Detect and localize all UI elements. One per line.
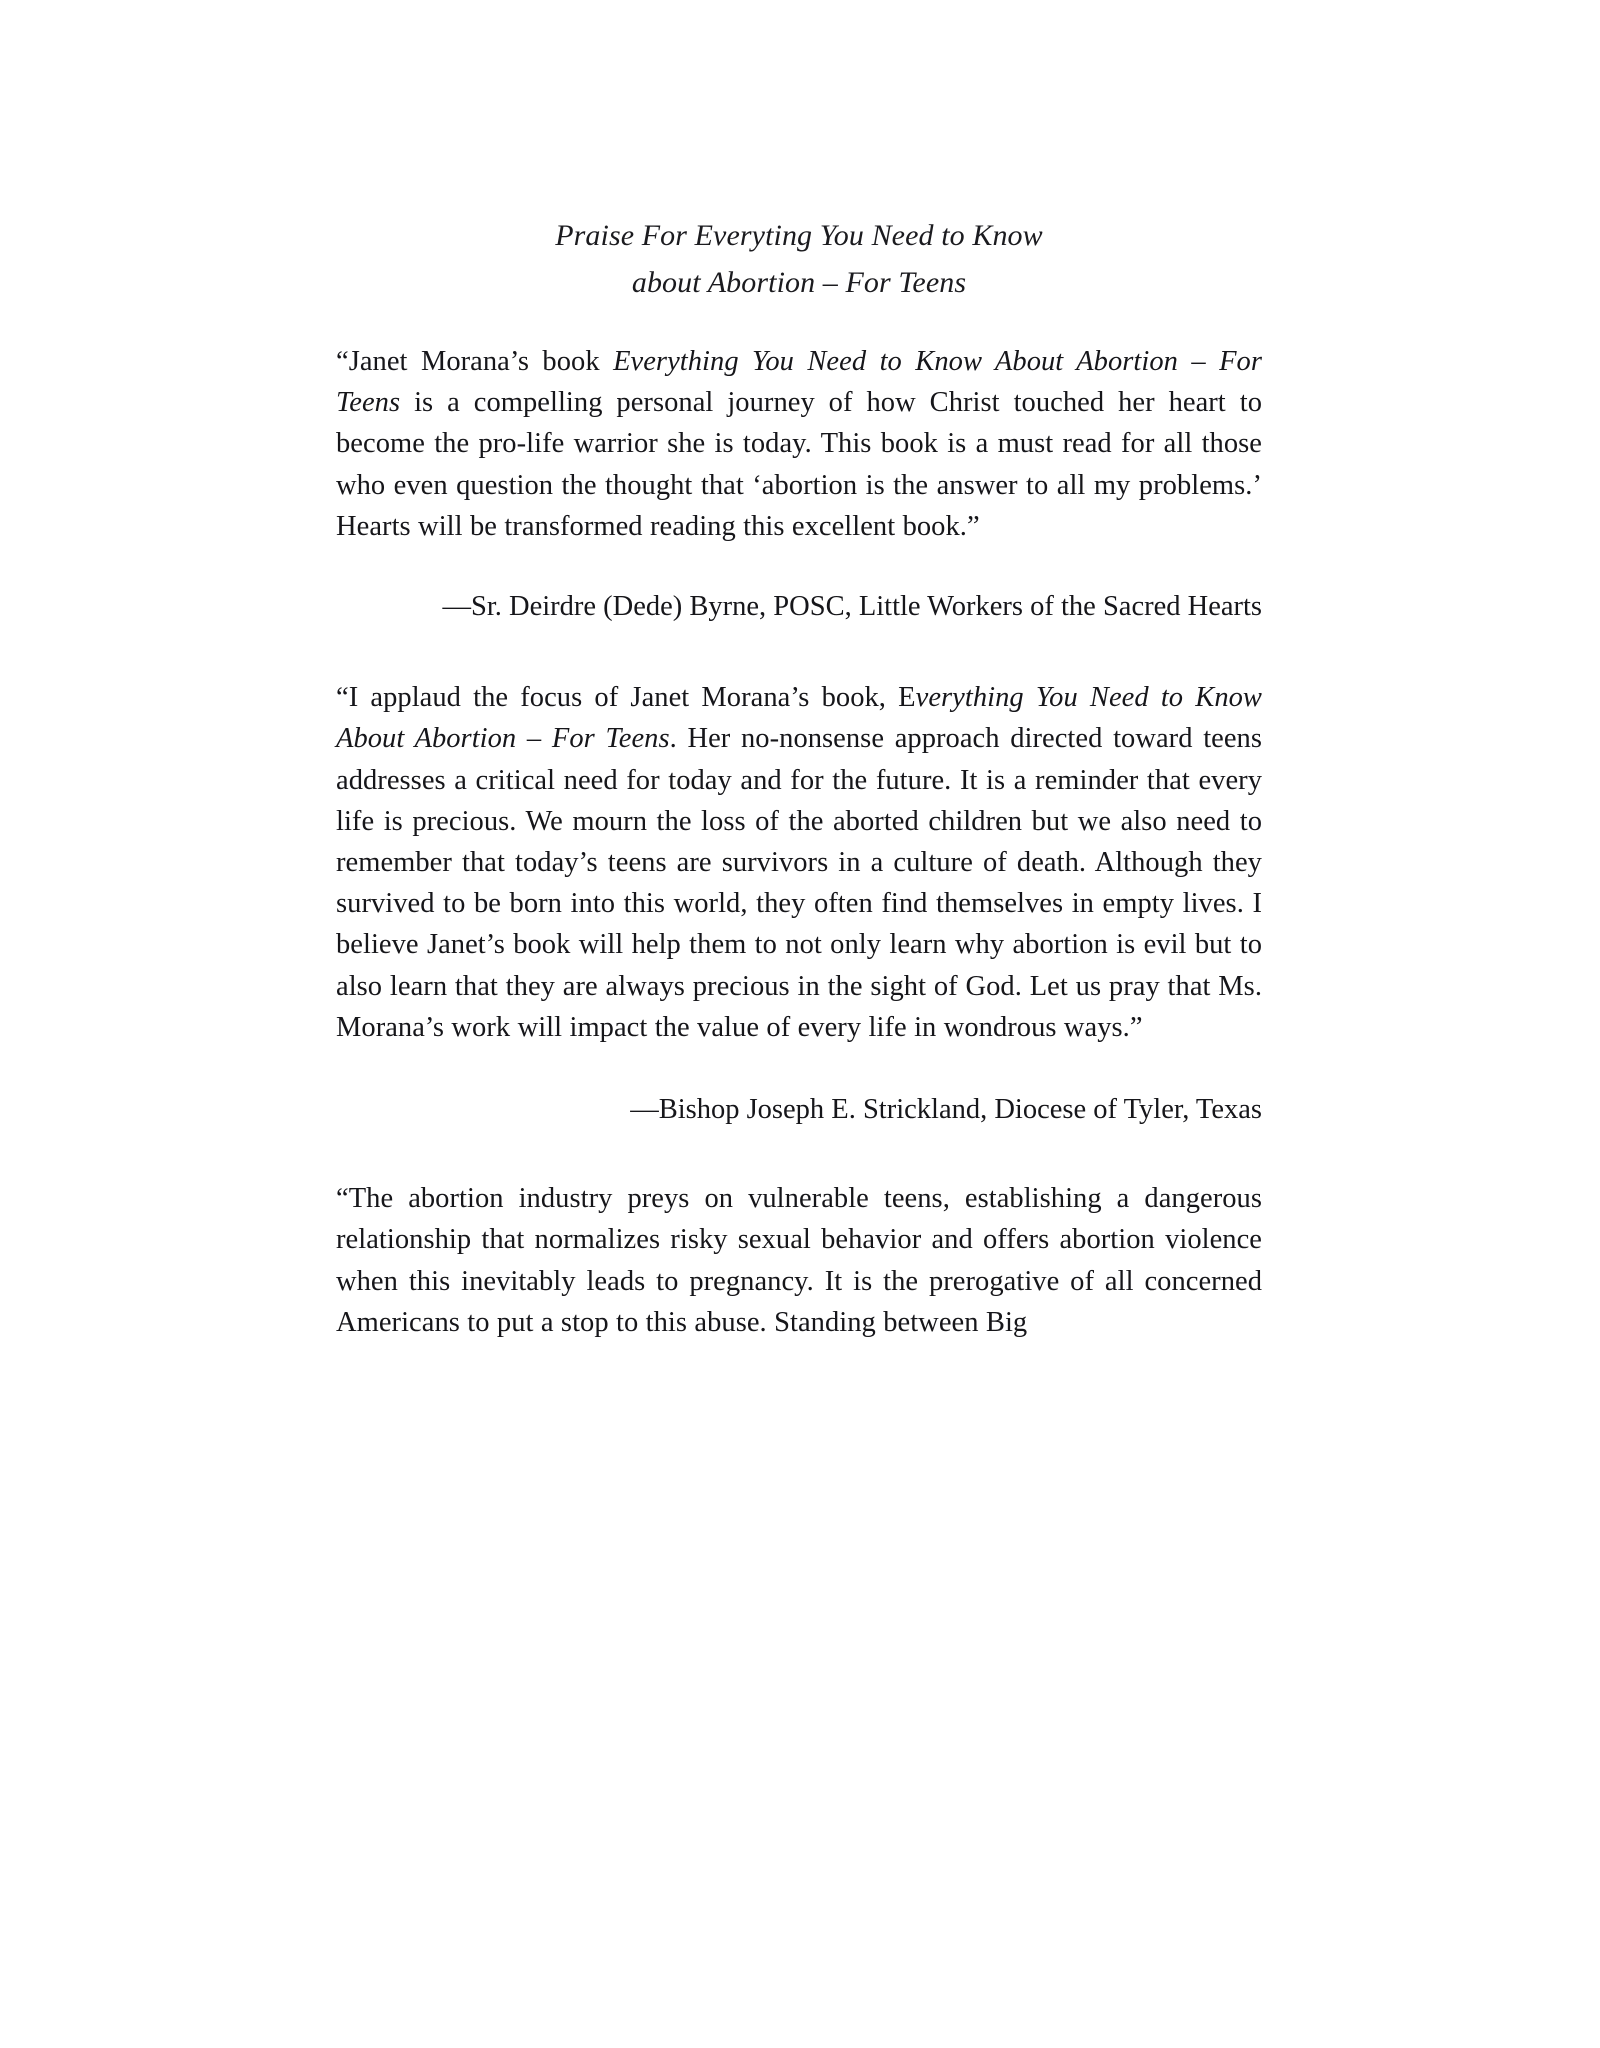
endorsement-quote-strickland: [336, 677, 1262, 1048]
quote-text-lead: “I applaud the focus of Janet Morana’s book,: [336, 682, 899, 714]
text-column: [336, 0, 1262, 1343]
page-title-line-1: Praise For Everyting You Need to Know: [555, 219, 1043, 252]
quote-text-body: is a compelling personal journey of how Christ touched her heart to become the pro-life warrior she is today. This book is a must read for all those who even question the thought that ‘abortion is the answer to all my problems.’ Hearts will be transformed reading this excellent book.”: [336, 387, 1262, 542]
section-spacer: [336, 1130, 1262, 1178]
quote-text-lead: “Janet Morana’s book: [336, 346, 614, 377]
page-title: [336, 0, 1262, 306]
endorsement-quote-byrne: [336, 341, 1262, 547]
attribution-strickland: —Bishop Joseph E. Strickland, Diocese of Tyler, Texas: [630, 1094, 1262, 1126]
book-title-italic: Everything You Need to Know About Abortion – For Teens: [336, 346, 1262, 419]
attribution-byrne: —Sr. Deirdre (Dede) Byrne, POSC, Little Workers of the Sacred Hearts: [442, 591, 1262, 623]
book-title-remainder: verything You Need to Know About Abortion – For Teens: [336, 682, 1262, 755]
quote-text-body: . Her no-nonsense approach directed toward teens addresses a critical need for today and for the future. It is a reminder that every life is precious. We mourn the loss of the aborted children but we also need to remember that today’s teens are survivors in a culture of death. Although they survived to be born into this world, they often find themselves in empty lives. I believe Janet’s book will help them to not only learn why abortion is evil but to also learn that they are always precious in the sight of God. Let us pray that Ms. Morana’s work will impact the value of every life in wondrous ways.”: [336, 723, 1262, 1043]
endorsement-quote-third: “The abortion industry preys on vulnerable teens, establishing a dangerous relationship that normalizes risky sexual behavior and offers abortion violence when this inevitably leads to pregnancy. It is the prerogative of all concerned Americans to put a stop to this abuse. Standing between Big: [336, 1183, 1262, 1338]
page-title-line-2: about Abortion – For Teens: [631, 266, 967, 299]
book-title-initial-cap: E: [898, 682, 916, 714]
section-spacer: [336, 627, 1262, 677]
